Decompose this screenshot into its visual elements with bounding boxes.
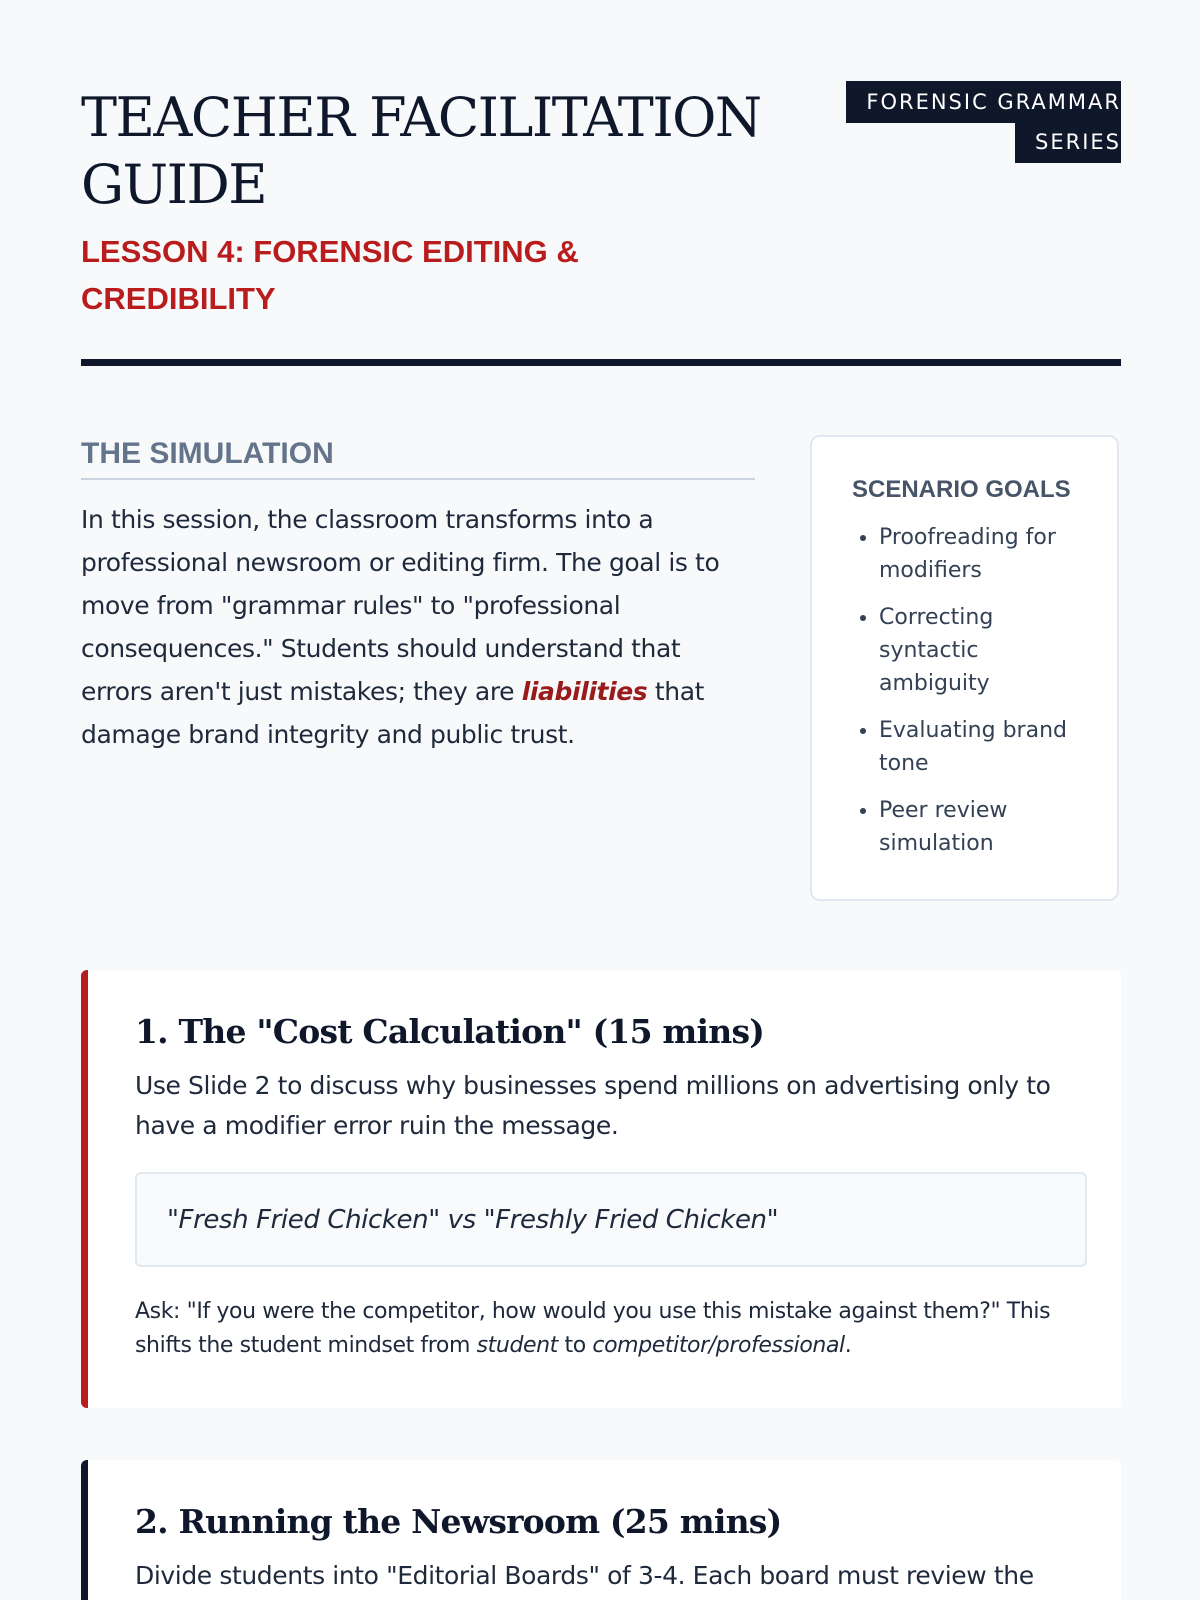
example-quote-box: "Fresh Fried Chicken" vs "Freshly Fried Chicken": [135, 1172, 1087, 1267]
scenario-goals-card: [810, 435, 1119, 901]
simulation-text-start: In this session, the classroom transforms into a professional newsroom or editing firm. The goal is to move from "grammar rules" to "professional consequences." Students should understand that errors aren't just mistakes; they are: [81, 505, 720, 706]
series-badge: [821, 82, 1121, 162]
prompt-text-mid: to: [557, 1333, 593, 1358]
step-card-newsroom: [81, 1460, 1121, 1600]
facilitator-prompt: [135, 1295, 1081, 1363]
page-title: TEACHER FACILITATION GUIDE: [81, 86, 761, 216]
simulation-text-end: that damage brand integrity and public trust.: [81, 677, 705, 749]
goal-item: • Peer review simulation: [879, 794, 1089, 860]
goal-item: • Proofreading for modifiers: [879, 521, 1089, 587]
step-title: 2. Running the Newsroom (25 mins): [135, 1502, 782, 1541]
goal-item: • Correcting syntactic ambiguity: [879, 601, 1089, 700]
scenario-goals-list: [852, 521, 1089, 860]
simulation-heading: THE SIMULATION: [81, 436, 755, 480]
simulation-section: [81, 436, 755, 756]
simulation-description: [81, 498, 755, 756]
prompt-emphasis-competitor: competitor/professional: [592, 1333, 845, 1358]
facilitation-guide-page: [81, 0, 1121, 1590]
prompt-text-end: .: [844, 1333, 852, 1358]
step-description: Use Slide 2 to discuss why businesses spend millions on advertising only to have a modifier error ruin the message.: [135, 1071, 1051, 1140]
guide-header: [81, 0, 1121, 368]
goal-item: • Evaluating brand tone: [879, 714, 1089, 780]
prompt-text-start: Ask: "If you were the competitor, how would you use this mistake against them?" This shifts the student mindset from: [135, 1299, 1051, 1358]
prompt-emphasis-student: student: [476, 1333, 558, 1358]
lesson-subtitle: LESSON 4: FORENSIC EDITING & CREDIBILITY: [81, 234, 579, 316]
step-title: 1. The "Cost Calculation" (15 mins): [135, 1012, 765, 1051]
scenario-goals-heading: SCENARIO GOALS: [852, 476, 1071, 503]
liabilities-emphasis: liabilities: [521, 677, 648, 706]
step-card-cost-calculation: [81, 970, 1121, 1408]
step-description: Divide students into "Editorial Boards" of 3-4. Each board must review the: [135, 1561, 1034, 1590]
header-divider: [81, 359, 1121, 366]
series-badge-label: FORENSIC GRAMMAR SERIES: [846, 81, 1121, 163]
